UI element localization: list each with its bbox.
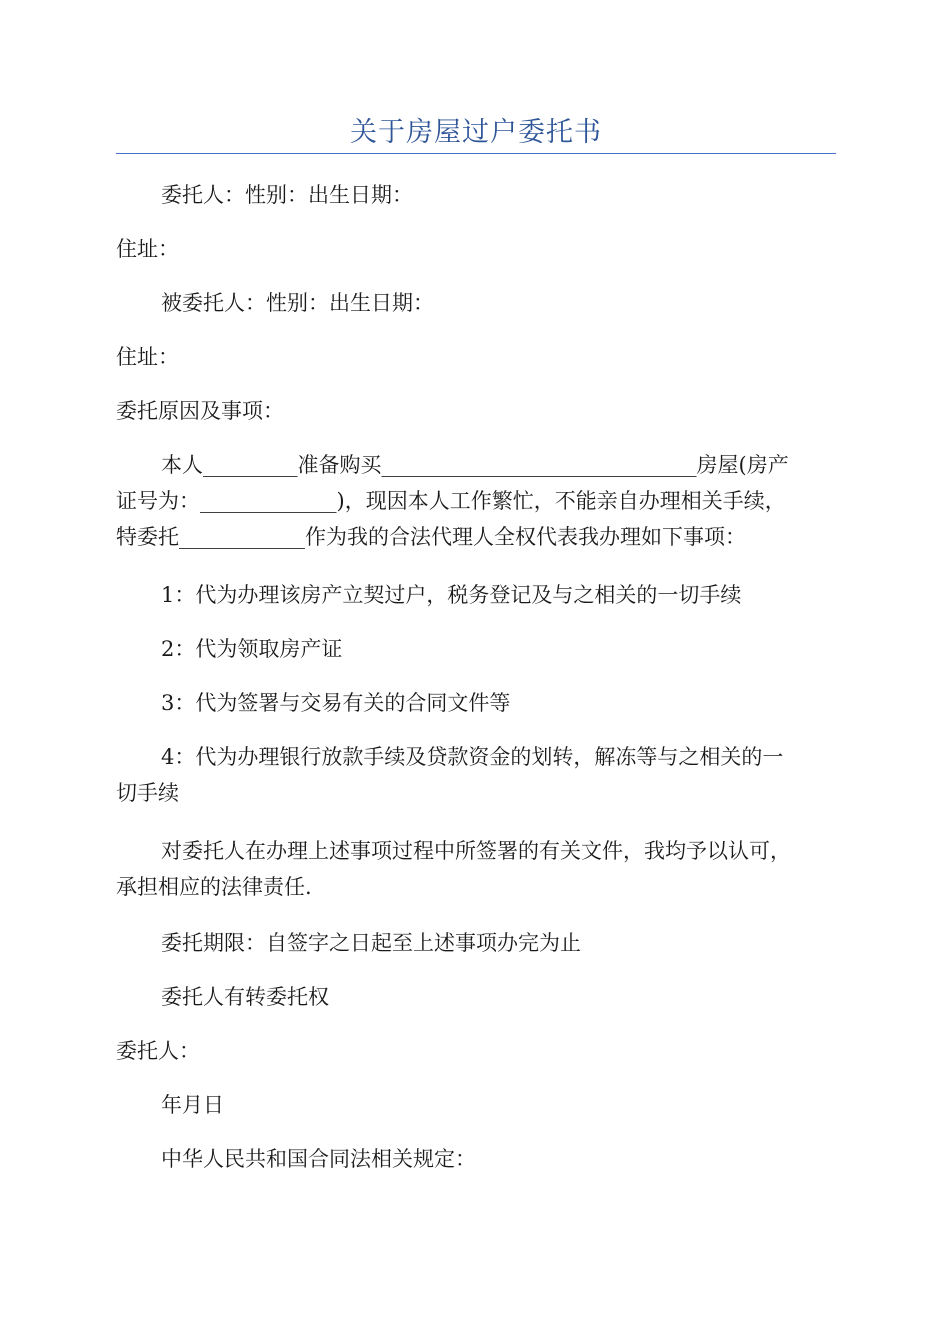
legal-reference-heading: 中华人民共和国合同法相关规定：	[161, 1147, 476, 1171]
acknowledgement-paragraph	[116, 833, 836, 905]
purchase-paragraph-line-2: 证号为：_____________)，现因本人工作繁忙，不能亲自办理相关手续，	[116, 489, 786, 513]
subdelegation-line: 委托人有转委托权	[161, 985, 329, 1009]
list-item-4	[116, 739, 836, 811]
list-item-1: 1：代为办理该房产立契过户，税务登记及与之相关的一切手续	[161, 583, 742, 607]
principal-address-line: 住址：	[116, 237, 179, 261]
agent-address-line: 住址：	[116, 345, 179, 369]
acknowledgement-line-1: 对委托人在办理上述事项过程中所签署的有关文件，我均予以认可，	[161, 839, 791, 863]
list-item-4-line-2: 切手续	[116, 781, 179, 805]
reason-heading: 委托原因及事项：	[116, 399, 284, 423]
list-item-3: 3：代为签署与交易有关的合同文件等	[161, 691, 511, 715]
agent-info-line: 被委托人：性别：出生日期：	[161, 291, 434, 315]
term-line: 委托期限：自签字之日起至上述事项办完为止	[161, 931, 581, 955]
list-item-2: 2：代为领取房产证	[161, 637, 343, 661]
purchase-paragraph-line-1: 本人_________准备购买______________________________房屋(房产	[161, 453, 789, 477]
purchase-paragraph-line-3: 特委托____________作为我的合法代理人全权代表我办理如下事项：	[116, 525, 746, 549]
date-line: 年月日	[161, 1093, 224, 1117]
document-title: 关于房屋过户委托书	[350, 117, 602, 148]
list-item-4-line-1: 4：代为办理银行放款手续及贷款资金的划转，解冻等与之相关的一	[161, 745, 784, 769]
title-underline	[116, 153, 836, 154]
purchase-paragraph	[116, 447, 836, 555]
signature-principal-line: 委托人：	[116, 1039, 200, 1063]
acknowledgement-line-2: 承担相应的法律责任.	[116, 875, 312, 899]
principal-info-line: 委托人：性别：出生日期：	[161, 183, 413, 207]
